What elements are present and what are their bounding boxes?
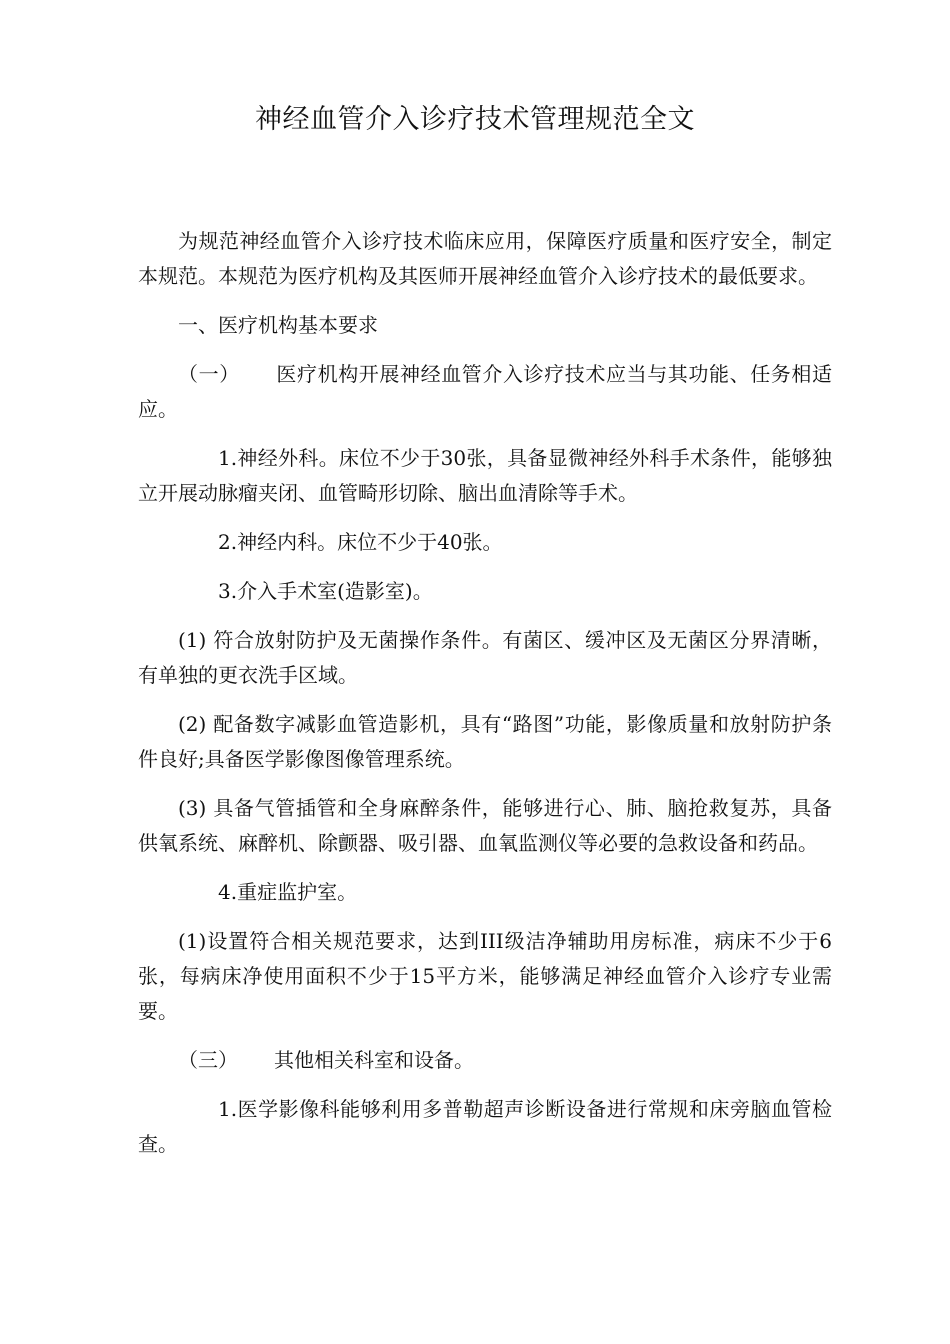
paragraph-prefix: （一） [178,362,240,386]
paragraph-text: 医学影像科能够利用多普勒超声诊断设备进行常规和床旁脑血管检查。 [138,1097,832,1156]
paragraph-text: 神经内科。床位不少于40张。 [237,530,503,554]
sub-list-item [138,623,832,693]
paragraph-prefix: 3. [218,579,238,603]
paragraph-prefix: 1. [218,1097,238,1121]
subsection-paragraph [138,357,832,427]
paragraph-prefix: （三） [178,1048,238,1072]
paragraph-text: 具备气管插管和全身麻醉条件，能够进行心、肺、脑抢救复苏，具备供氧系统、麻醉机、除颤器、吸引器、血氧监测仪等必要的急救设备和药品。 [138,796,833,855]
paragraph-prefix: (1) [178,628,207,652]
list-item [138,441,832,511]
subsection-paragraph [138,1043,832,1078]
sub-list-item [138,707,832,777]
paragraph-text: 重症监护室。 [237,880,358,904]
paragraph-prefix: 2. [218,530,238,554]
document-body [138,224,832,1176]
paragraph-prefix: 1. [218,446,238,470]
intro-paragraph [138,224,832,294]
list-item [138,875,832,910]
paragraph-text: 神经外科。床位不少于30张，具备显微神经外科手术条件，能够独立开展动脉瘤夹闭、血管畸形切除、脑出血清除等手术。 [138,446,832,505]
paragraph-text: 介入手术室(造影室)。 [237,579,433,603]
list-item [138,1092,832,1162]
list-item [138,525,832,560]
paragraph-text: 一、医疗机构基本要求 [178,313,378,337]
paragraph-text: 医疗机构开展神经血管介入诊疗技术应当与其功能、任务相适应。 [138,362,833,421]
document-title: 神经血管介入诊疗技术管理规范全文 [255,104,695,135]
paragraph-text: 其他相关科室和设备。 [274,1048,474,1072]
paragraph-prefix: (3) [178,796,207,820]
paragraph-text: 符合放射防护及无菌操作条件。有菌区、缓冲区及无菌区分界清晰，有单独的更衣洗手区域。 [138,628,833,687]
sub-list-item [138,924,832,1029]
list-item [138,574,832,609]
paragraph-text: 设置符合相关规范要求，达到III级洁净辅助用房标准，病床不少于6张，每病床净使用面积不少于15平方米，能够满足神经血管介入诊疗专业需要。 [138,929,832,1023]
paragraph-text: 为规范神经血管介入诊疗技术临床应用，保障医疗质量和医疗安全，制定本规范。本规范为医疗机构及其医师开展神经血管介入诊疗技术的最低要求。 [138,229,832,288]
section-heading [138,308,832,343]
paragraph-prefix: (2) [178,712,207,736]
paragraph-prefix: 4. [218,880,238,904]
sub-list-item [138,791,832,861]
paragraph-text: 配备数字减影血管造影机，具有“路图”功能，影像质量和放射防护条件良好;具备医学影像图像管理系统。 [138,712,832,771]
paragraph-prefix: (1) [178,929,207,953]
